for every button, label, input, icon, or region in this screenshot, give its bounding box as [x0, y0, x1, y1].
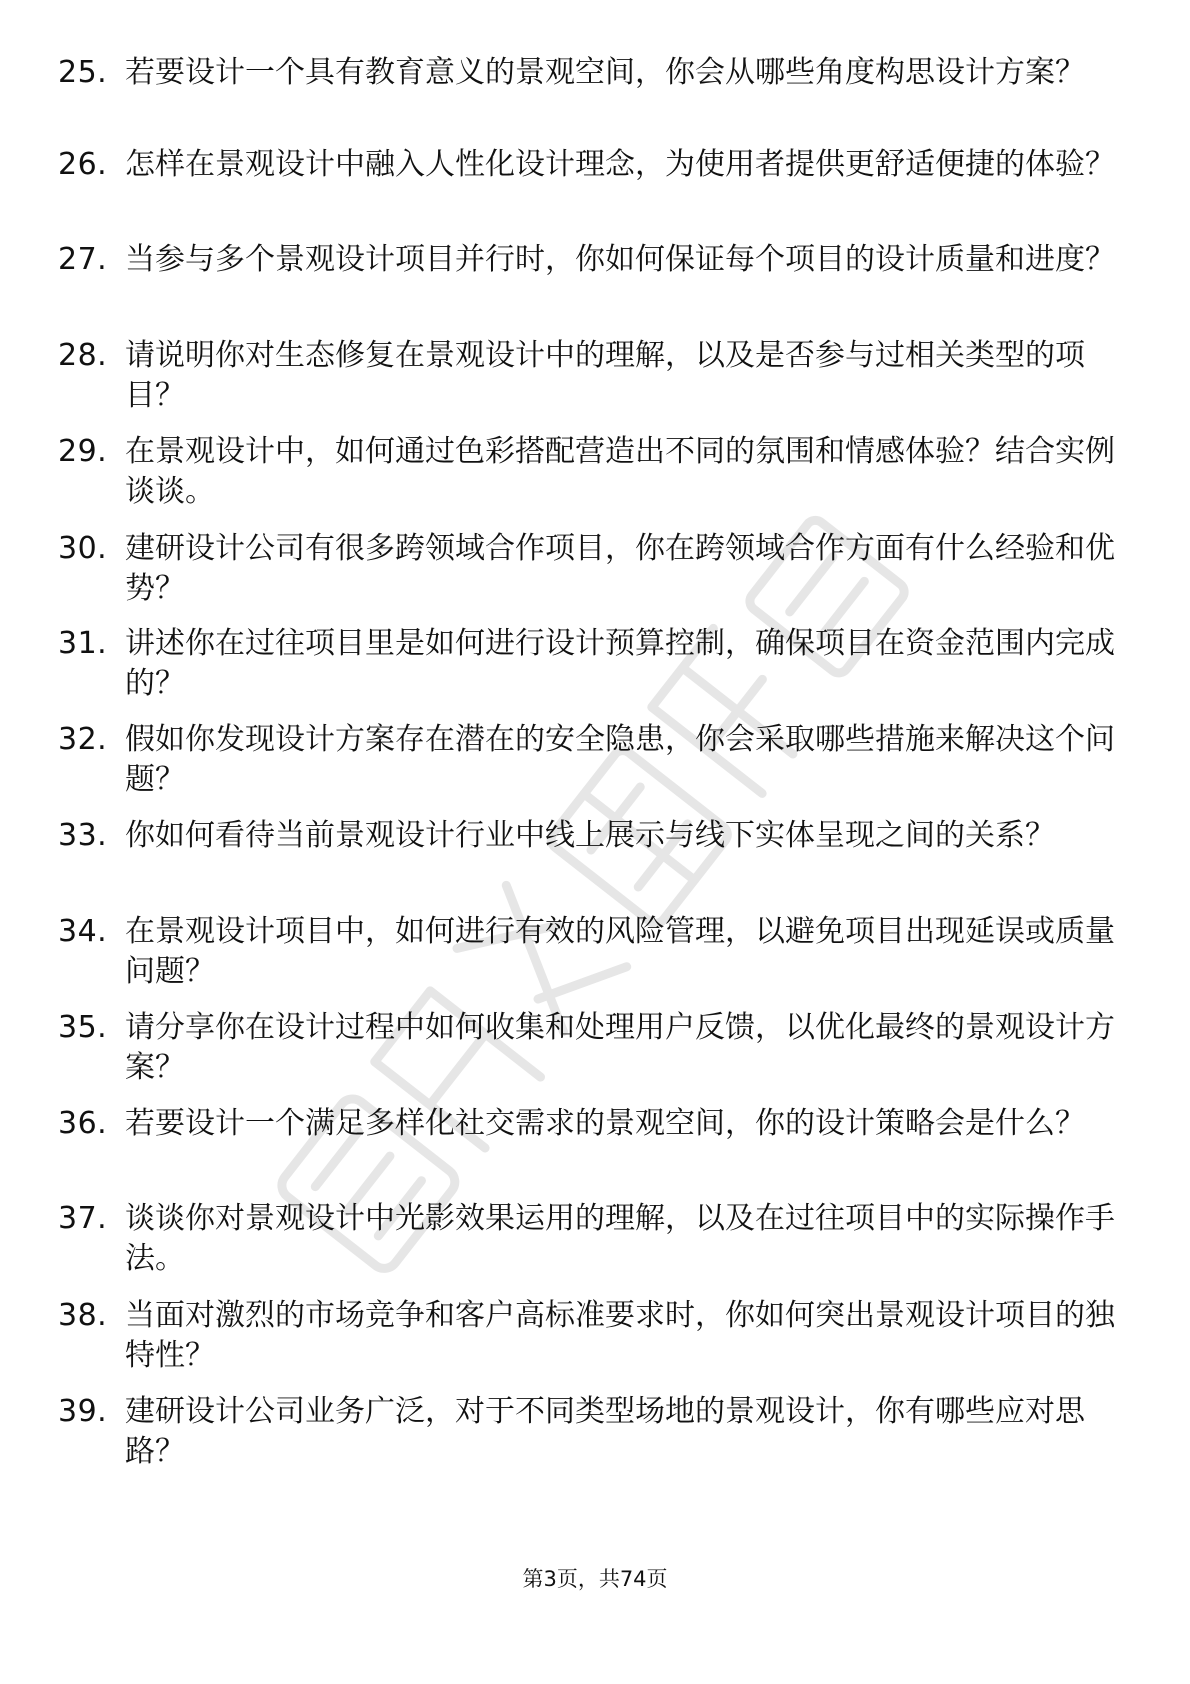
question-number: 27. [58, 242, 108, 277]
question-text: 假如你发现设计方案存在潜在的安全隐患，你会采取哪些措施来解决这个问题？ [125, 722, 1115, 797]
question-number: 38. [58, 1298, 108, 1333]
question-number: 25. [58, 55, 108, 90]
question-text: 怎样在景观设计中融入人性化设计理念，为使用者提供更舒适便捷的体验？ [125, 147, 1115, 182]
question-text: 谈谈你对景观设计中光影效果运用的理解，以及在过往项目中的实际操作手法。 [125, 1201, 1115, 1276]
page-footer: 第3页，共74页 [522, 1567, 668, 1591]
question-text: 讲述你在过往项目里是如何进行设计预算控制，确保项目在资金范围内完成的？ [125, 626, 1115, 701]
question-number: 32. [58, 722, 108, 757]
question-number: 26. [58, 147, 108, 182]
question-text: 当面对激烈的市场竞争和客户高标准要求时，你如何突出景观设计项目的独特性？ [125, 1298, 1115, 1373]
question-text: 在景观设计中，如何通过色彩搭配营造出不同的氛围和情感体验？结合实例谈谈。 [125, 434, 1115, 509]
question-text: 建研设计公司有很多跨领域合作项目，你在跨领域合作方面有什么经验和优势？ [125, 531, 1115, 606]
question-number: 33. [58, 818, 108, 853]
question-number: 39. [58, 1394, 108, 1429]
question-text: 请说明你对生态修复在景观设计中的理解，以及是否参与过相关类型的项目？ [125, 338, 1085, 413]
question-text: 在景观设计项目中，如何进行有效的风险管理，以避免项目出现延误或质量问题？ [125, 914, 1115, 989]
question-number: 36. [58, 1106, 108, 1141]
question-text: 当参与多个景观设计项目并行时，你如何保证每个项目的设计质量和进度？ [125, 242, 1115, 277]
question-text: 若要设计一个具有教育意义的景观空间，你会从哪些角度构思设计方案？ [125, 55, 1085, 90]
question-number: 31. [58, 626, 108, 661]
question-number: 34. [58, 914, 108, 949]
question-text: 你如何看待当前景观设计行业中线上展示与线下实体呈现之间的关系？ [125, 818, 1055, 853]
question-number: 30. [58, 531, 108, 566]
question-number: 29. [58, 434, 108, 469]
question-text: 若要设计一个满足多样化社交需求的景观空间，你的设计策略会是什么？ [125, 1106, 1085, 1141]
question-text: 建研设计公司业务广泛，对于不同类型场地的景观设计，你有哪些应对思路？ [125, 1394, 1085, 1469]
question-text: 请分享你在设计过程中如何收集和处理用户反馈，以优化最终的景观设计方案？ [125, 1010, 1115, 1085]
question-number: 28. [58, 338, 108, 373]
question-number: 35. [58, 1010, 108, 1045]
question-number: 37. [58, 1201, 108, 1236]
